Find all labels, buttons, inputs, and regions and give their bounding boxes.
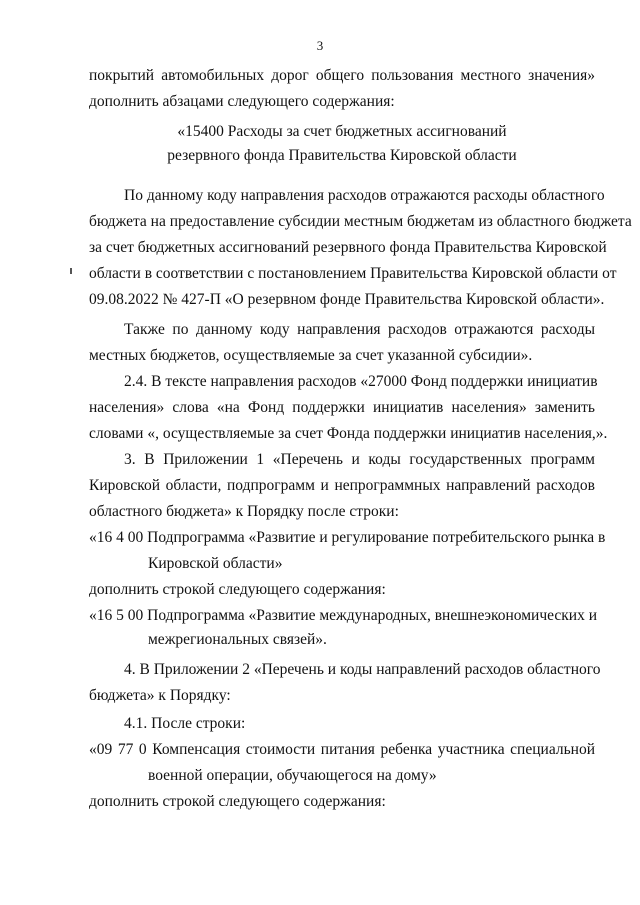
text-line: 2.4. В тексте направления расходов «27000 Фонд поддержки инициатив bbox=[124, 373, 598, 390]
text-line: дополнить строкой следующего содержания: bbox=[89, 581, 386, 598]
text-line: Кировской области, подпрограмм и непрограммных направлений расходов bbox=[89, 477, 595, 494]
text-line: бюджета на предоставление субсидии местным бюджетам из областного бюджета bbox=[89, 213, 632, 230]
page-number: 3 bbox=[316, 38, 324, 53]
heading-line: резервного фонда Правительства Кировской области bbox=[167, 147, 517, 164]
text-line: «16 5 00 Подпрограмма «Развитие международных, внешнеэкономических и bbox=[89, 607, 598, 624]
text-line: «09 77 0 Компенсация стоимости питания ребенка участника специальной bbox=[89, 741, 595, 758]
text-line: бюджета» к Порядку: bbox=[89, 687, 231, 704]
margin-mark bbox=[70, 268, 72, 274]
text-line: областного бюджета» к Порядку после строки: bbox=[89, 503, 399, 520]
text-line: Кировской области» bbox=[148, 555, 283, 572]
text-line: словами «, осуществляемые за счет Фонда поддержки инициатив населения,». bbox=[89, 425, 608, 442]
text-line: за счет бюджетных ассигнований резервного фонда Правительства Кировской bbox=[89, 239, 607, 256]
text-line: Также по данному коду направления расходов отражаются расходы bbox=[124, 321, 595, 338]
text-line: военной операции, обучающегося на дому» bbox=[148, 767, 437, 784]
text-line: «16 4 00 Подпрограмма «Развитие и регулирование потребительского рынка в bbox=[89, 529, 606, 546]
text-line: 09.08.2022 № 427-П «О резервном фонде Правительства Кировской области». bbox=[89, 291, 605, 308]
text-line: 4. В Приложении 2 «Перечень и коды направлений расходов областного bbox=[124, 661, 601, 678]
text-line: межрегиональных связей». bbox=[148, 631, 327, 648]
text-line: По данному коду направления расходов отражаются расходы областного bbox=[124, 187, 605, 204]
text-line: 4.1. После строки: bbox=[124, 715, 246, 732]
text-line: населения» слова «на Фонд поддержки инициатив населения» заменить bbox=[89, 399, 595, 416]
text-line: дополнить абзацами следующего содержания: bbox=[89, 93, 395, 110]
text-line: 3. В Приложении 1 «Перечень и коды государственных программ bbox=[124, 451, 595, 468]
text-line: области в соответствии с постановлением Правительства Кировской области от bbox=[89, 265, 617, 282]
heading-line: «15400 Расходы за счет бюджетных ассигнований bbox=[177, 123, 507, 140]
text-line: местных бюджетов, осуществляемые за счет указанной субсидии». bbox=[89, 347, 533, 364]
text-line: покрытий автомобильных дорог общего пользования местного значения» bbox=[89, 67, 595, 84]
text-line: дополнить строкой следующего содержания: bbox=[89, 793, 386, 810]
